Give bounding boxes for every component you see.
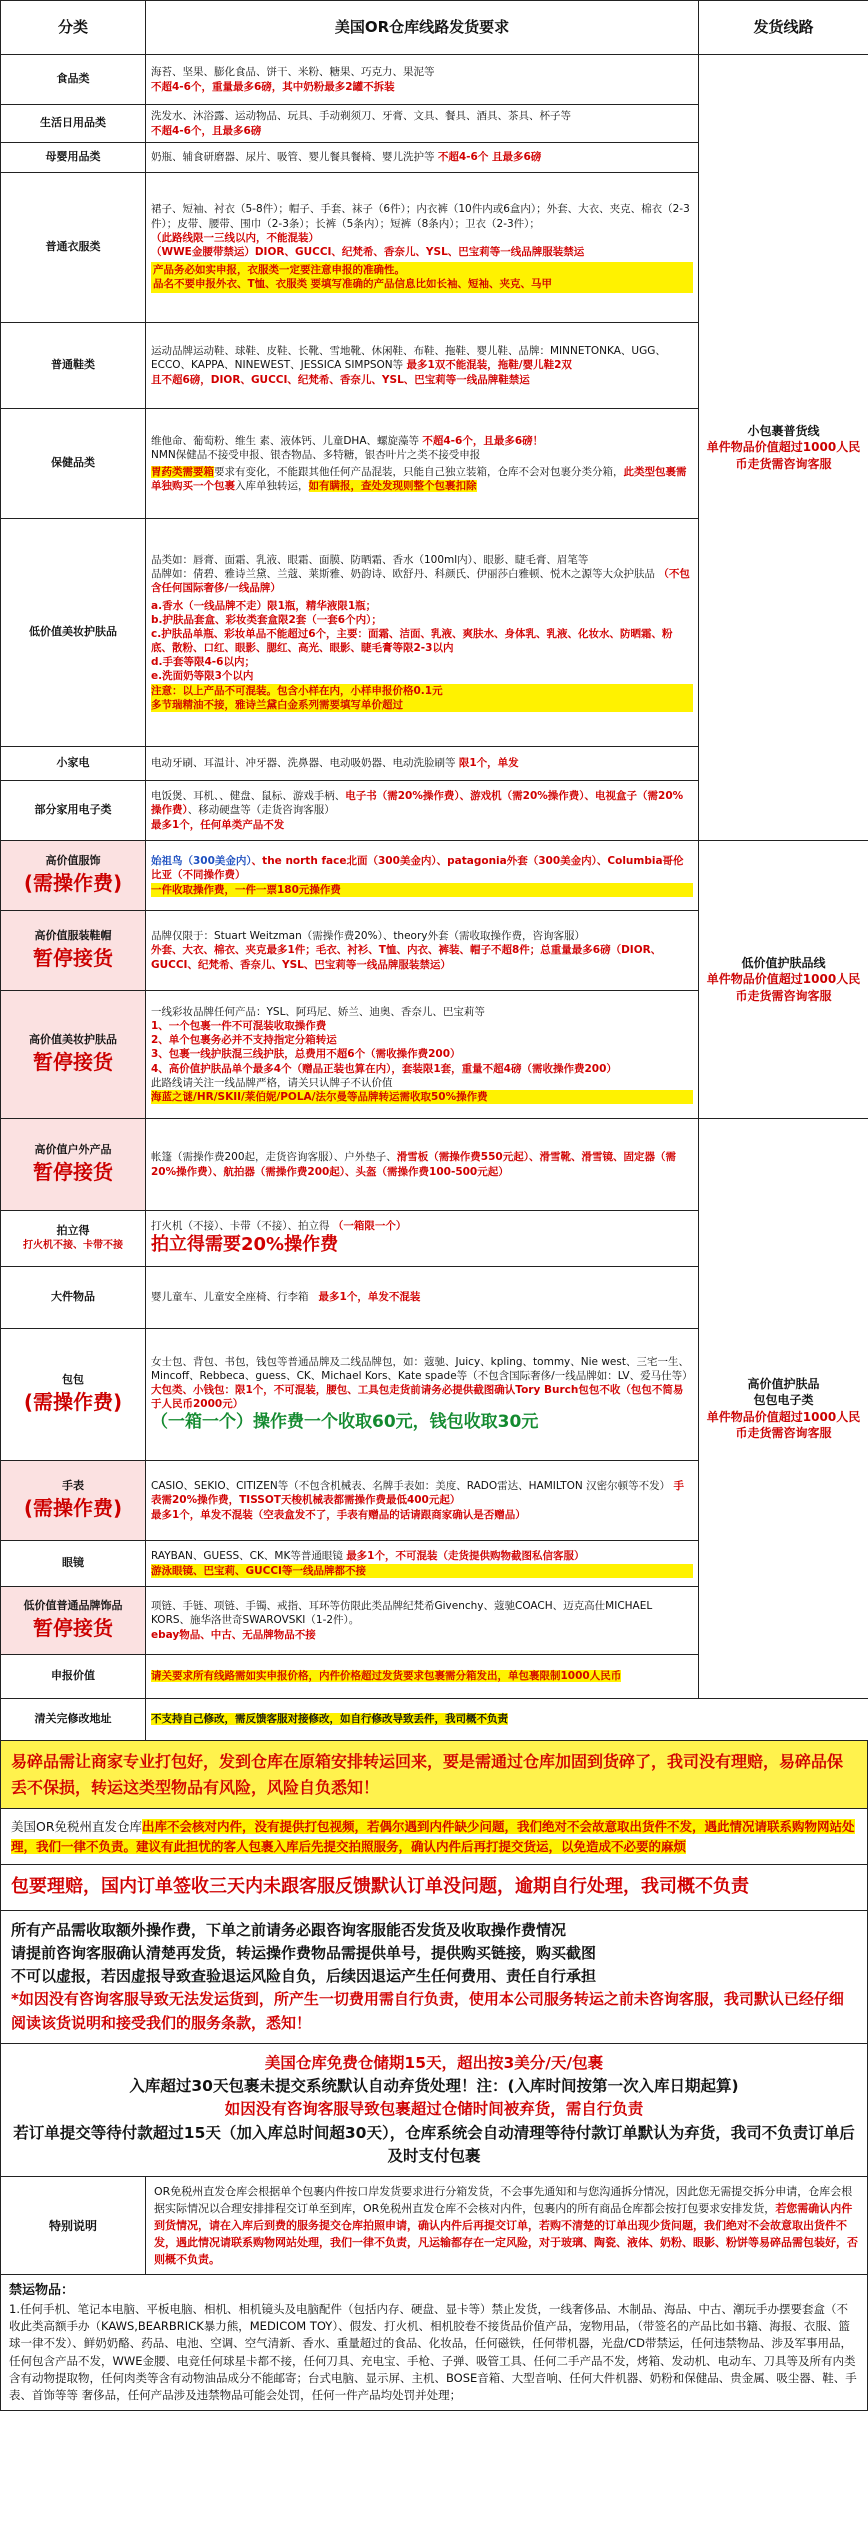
rule-2: 2、单个包裹务必并不支持指定分箱转运 [151,1034,337,1047]
requirement-hv-shoes [146,911,699,991]
requirement-hv-cosmetics [146,991,699,1119]
fragile-text-3: 易碎品保丢不保损，转运这类型物品有风险，风险自负悉知！ [11,1752,844,1797]
req-fees: 滑雪板（需操作费550元起）、滑雪靴、滑雪镜、固定器（需20%操作费）、航拍器（需操作费200起）、头盔（需操作费100-500元起） [151,1151,676,1178]
stomach-medicine-rule [151,465,693,493]
category-health: 保健品类 [1,409,146,519]
req-text: 裙子、短袖、衬衣（5-8件）；帽子、手套、袜子（6件）；内衣裤（10件内或6盒内）；外套、大衣、夹克、棉衣（2-3件）；皮带、腰带、围巾（2-3条）；长裤（5条内）；短裤（8条内）；卫衣（2-3件）； [151,203,690,230]
category-daily: 生活日用品类 [1,105,146,143]
category-status: (需操作费) [23,1496,123,1521]
fragile-text-1: 易碎品需让商家专业打包好，发到仓库在原箱安排转运回来，要是需通过仓库加固到货碎了， [11,1752,668,1771]
rule-4: 4、高价值护肤品单个最多4个（赠品正装也算在内），套装限1套，重量不超4磅（需收操作费200） [151,1062,617,1075]
req-limit: 最多1双不能混装，拖鞋/婴儿鞋2双 [406,359,572,372]
rule-text: 要求有变化，不能跟其他任何产品混装，只能自己独立装箱，仓库不会对包裹分类分箱， [214,466,624,478]
fragile-notice [0,1741,868,1809]
req-text: 电饭煲、耳机、、健盘、鼠标、游戏手柄、 [151,790,346,803]
requirement-shoes [146,323,699,409]
req-text: CASIO、SEKIO、CITIZEN等（不包含机械表、名牌手表如：美度、RADO雷达、HAMILTON 汉密尔顿等不发） [151,1480,671,1493]
req-limit: 不超4-6个，重量最多6磅，其中奶粉最多2罐不拆装 [151,80,395,93]
category-electronics: 部分家用电子类 [1,781,146,841]
category-clothes: 普通衣服类 [1,173,146,323]
route-title: 小包裹普货线 [747,424,820,439]
category-glasses: 眼镜 [1,1541,146,1587]
route-note: 单件物品价值超过1000人民币走货需咨询客服 [706,1409,861,1440]
category-label: 手表 [62,1478,84,1492]
table-row [1,1699,868,1741]
declare-note-1: 产品务必如实申报，衣服类一定要注意申报的准确性。 [153,264,405,277]
route-small-parcel [699,55,868,841]
route-note: 单件物品价值超过1000人民币走货需咨询客服 [706,972,861,1003]
storage-line-4: 若订单提交等待付款超过15天（加入库总时间超30天），仓库系统会自动清理等待付款订单默认为弃货，我司不负责订单后及时支付包裹 [13,2123,855,2165]
category-instant-camera [1,1211,146,1267]
forbidden-title: 禁运物品： [9,2283,75,2299]
category-food: 食品类 [1,55,146,105]
category-label: 拍立得 [56,1224,90,1238]
rule-a: a.香水（一线品牌不走）限1瓶，精华液限1瓶； [151,599,377,612]
category-hv-cosmetics [1,991,146,1119]
category-status: 暂停接货 [33,1160,113,1185]
category-cosmetics: 低价值美妆护肤品 [1,519,146,747]
req-banned: ebay物品、中古、无品牌物品不接 [151,1628,316,1641]
req-limit: 不超4-6个，且最多6磅！ [422,434,544,447]
category-hv-apparel [1,841,146,911]
rule-e: e.洗面奶等限3个以内 [151,670,254,683]
fee-line-1: 所有产品需收取额外操作费，下单之前请务必跟咨询客服能否发货及收取操作费情况 [11,1920,567,1939]
requirement-food [146,55,699,105]
req-disk: 、移动硬盘等（走货咨询客服） [187,804,335,817]
requirement-jewelry [146,1587,699,1655]
fee-line-4: *如因没有咨询客服导致无法发运货到，所产生一切费用需自行负责，使用本公司服务转运之前未咨询客服，我司默认已经仔细阅读该货说明和接受我们的服务条款，悉知！ [11,1990,844,2032]
requirement-instant-camera [146,1211,699,1267]
brand-patagonia: 、patagonia外套（300美金内）、Columbia哥伦比亚（不同操作费） [151,855,684,882]
req-text: 不支持自己修改，需反馈客服对接修改，如自行修改导致丢件，我司概不负责 [151,1713,508,1726]
category-status: 暂停接货 [33,1050,113,1075]
req-note: NMN保健品不接受申报、银杏物品、多特糖，银杏叶片之类不接受申报 [151,448,481,461]
note-1: 注意：以上产品不可混装。包含小样在内，小样申报价格0.1元 [151,684,693,698]
req-text: 婴儿童车、儿童安全座椅、行李箱 [151,1291,309,1304]
rule-highlight: 此类型包裹需单独购买一个包裹 [151,466,687,493]
category-label: 高价值服饰 [45,853,101,867]
declare-note-3: 要填写准确的产品信息比如长袖、短袖、夹克、马甲 [310,278,553,291]
warehouse-notice [0,1809,868,1865]
req-banned: （WWE金腰带禁运）DIOR、GUCCI、纪梵希、香奈儿、YSL、巴宝莉等一线品牌服装禁运 [151,246,585,258]
req-limit: （此路线限一三线以内，不能混装） [151,231,319,244]
rule-6: 海蓝之谜/HR/SKII/莱伯妮/POLA/法尔曼等品牌转运需收取50%操作费 [151,1090,693,1104]
req-text: 奶瓶、辅食研磨器、尿片、吸管、婴儿餐具餐椅、婴儿洗护等 [151,151,435,164]
req-limit: 最多1个，单发不混装（空表盒发不了，手表有赠品的话请跟商家确认是否赠品） [151,1508,526,1521]
requirement-health [146,409,699,519]
table-row [1,1119,868,1211]
fee-line-2: 请提前咨询客服确认清楚再发货，转运操作费物品需提供单号，提供购买链接，购买截图 [11,1943,597,1962]
req-limit: 不超4-6个 且最多6磅 [437,151,542,164]
requirement-hv-apparel [146,841,699,911]
route-title: 高价值护肤品 [747,1377,820,1392]
fee-note: 一件收取操作费，一件一票180元操作费 [151,883,693,897]
req-text: 请关要求所有线路需如实申报价格 [151,1670,309,1683]
requirement-large-items [146,1267,699,1329]
table-row [1,841,868,911]
req-limit: 最多1个，单发不混装 [318,1291,421,1304]
header-requirements: 美国OR仓库线路发货要求 [146,1,699,55]
category-large-items: 大件物品 [1,1267,146,1329]
declare-notice [151,262,693,292]
category-status: (需操作费) [23,1390,123,1415]
rule-title: 胃药类需要箱 [151,466,214,478]
req-text: 运动品牌运动鞋、球鞋、皮鞋、长靴、雪地靴、休闲鞋、布鞋、拖鞋、婴儿鞋、品牌：MINNETONKA、UGG、ECCO、KAPPA、NINEWEST、JESSICA SIMPSON等 [151,345,666,372]
category-watch [1,1461,146,1541]
special-text-red: 若您需确认内件到货情况，请在入库后到费的服务提交仓库拍照申请，确认内件后再提交订单，若购不清楚的订单出现少货问题，我们绝对不会故意取出货件不发，遇此情况请联系购物网站处理，我们一律不负责，凡运输都存在一定风险，对于玻璃、陶瓷、液体、奶粉、眼影、粉饼等易碎品需包装好，否则概不负责。 [154,2202,858,2267]
req-brands: 一线彩妆品牌任何产品：YSL、阿玛尼、娇兰、迪奥、香奈儿、巴宝莉等 [151,1005,485,1018]
req-brands: 品牌仅限于：Stuart Weitzman（需操作费20%）、theory外套（需收取操作费，咨询客服） [151,930,586,943]
category-label: 包包 [62,1372,84,1386]
rule-b: b.护肤品套盒、彩妆类套盒限2套（一套6个内）； [151,613,382,626]
category-note: 打火机不接、卡带不接 [23,1240,123,1252]
req-limit: 最多1个，不可混装（走货提供购物截图私信客服） [346,1550,585,1563]
req-ebook: 电子书（需20%操作费）、游戏机（需20%操作费）、 [345,790,596,803]
fee-line-3: 不可以虚报，若因虚报导致查验退运风险自负，后续因退运产生任何费用、责任自行承担 [11,1967,597,1986]
category-jewelry [1,1587,146,1655]
storage-notice [0,2044,868,2177]
req-fee: （一箱一个）操作费一个收取60元，钱包收取30元 [151,1412,539,1433]
req-banned: 且不超6磅，DIOR、GUCCI、纪梵希、香奈儿、YSL、巴宝莉等一线品牌鞋禁运 [151,373,530,386]
category-baby: 母婴用品类 [1,143,146,173]
req-limit: 不超4-6个，且最多6磅 [151,124,262,137]
requirement-watch [146,1461,699,1541]
req-limit: 外套、大衣、棉衣、夹克最多1件；毛衣、衬衫、T恤、内衣、裤装、帽子不超8件；总重量最多6磅（DIOR、GUCCI、纪梵希、香奈儿、YSL、巴宝莉等一线品牌服装禁运） [151,944,662,971]
warehouse-text: 出库不会核对内件，没有提供打包视频，若偶尔遇到内件缺少问题，我们绝对不会故意取出货件不发，遇此情况请联系购物网站处理，我们一律不负责。建议有此担忧的客人包裹入库后先提交拍照服务，确认内件后再打提交货运，以免造成不必要的麻烦 [11,1819,855,1854]
claim-notice: 包要理赔，国内订单签收三天内未跟客服反馈默认订单没问题，逾期自行处理，我司概不负责 [0,1865,868,1911]
category-label: 低价值普通品牌饰品 [23,1598,123,1612]
req-banned: 游泳眼镜、巴宝莉、GUCCI等一线品牌都不接 [151,1564,693,1578]
req-fee: 拍立得需要20%操作费 [151,1234,339,1256]
category-bags [1,1329,146,1461]
category-label: 高价值户外产品 [34,1142,112,1156]
rule-c: c.护肤品单瓶、彩妆单品不能超过6个，主要：面霜、洁面、乳液、爽肤水、身体乳、乳液、化妆水、防晒霜、粉底、散粉、口红、眼影、腮红、高光、眼影、睫毛膏等限2-3以内 [151,627,673,655]
storage-line-1: 美国仓库免费仓储期15天，超出按3美分/天/包裹 [264,2053,604,2072]
storage-line-3: 如因没有咨询客服导致包裹超过仓储时间被弃货，需自行负责 [224,2100,644,2119]
category-outdoor [1,1119,146,1211]
rule-5: 此路线请关注一线品牌严格，请关只认牌子不认价值 [151,1076,393,1089]
req-text: 海苔、坚果、膨化食品、饼干、米粉、糖果、巧克力、果泥等 [151,66,435,79]
req-exclude: （不包含任何国际奢侈/一线品牌） [151,568,690,595]
category-status: (需操作费) [23,871,123,896]
table-header [1,1,868,55]
requirement-bags [146,1329,699,1461]
fragile-text-2: 我司没有理赔， [667,1752,780,1771]
forbidden-text: 1.任何手机、笔记本电脑、平板电脑、相机、相机镜头及电脑配件（包括内存、硬盘、显卡等）禁止发货，一线奢侈品、木制品、海品、中古、潮玩手办摆要套盒（不收此类高额手办（KAWS,BEARBRICK暴力熊，MEDICOM TOY）、假发、打火机、相机胶卷不接货品价值产品，宠物用品，（带签名的产品比如书籍、海报、衣服、篮球一律不发）、鲜奶奶酪、药品、电池、空调、空气清新、香水、重量超过的食品、化妆品，任何磁铁，任何带机器，光盘/CD带禁运，任何违禁物品、涉及军事用品，任何包含产品不发，WWE金腰、电竞任何球星卡都不接，任何刀具、充电宝、手枪、子弹、吸管工具、任何二手产品不发，烤箱、发动机、电动车、刀具等及所有内类含有动物提取物，任何肉类等含有动物油品成分不能邮寄；台式电脑、显示屏、主机、BOSE音箱、大型音响、任何大件机器、奶粉和保健品、贵金属、吸尘器、鞋、手表、首饰等等 奢侈品，任何产品涉及违禁物品可能会处罚，任何一件产品均处罚并处理； [9,2301,857,2403]
header-route: 发货线路 [699,1,868,55]
req-limit: （一箱限一个） [332,1220,407,1233]
rule-transfer: 入库单独转运， [235,480,309,493]
req-text: 电动牙刷、耳温计、冲牙器、洗鼻器、电动吸奶器、电动洗脸刷等 [151,757,456,770]
req-text: 项链、手链、项链、手镯、戒指、耳环等仿限此类品牌纪梵希Givenchy、蔻驰COACH、迈克高仕MICHAEL KORS、施华洛世奇SWAROVSKI（1-2件）。 [151,1600,653,1627]
forbidden-items [0,2275,868,2411]
rule-d: d.手套等限4-6以内； [151,656,255,669]
special-label: 特别说明 [1,2177,146,2274]
req-text: 打火机（不接）、卡带（不接）、拍立得 [151,1220,330,1233]
route-title: 低价值护肤品线 [741,956,826,971]
category-declare-value: 申报价值 [1,1655,146,1699]
table-row [1,1655,868,1699]
declare-note-2: 品名不要申报外衣、T恤、衣服类 [153,278,308,291]
category-status: 暂停接货 [33,946,113,971]
req-limit: 限1个，单发 [458,757,519,770]
req-text: RAYBAN、GUESS、CK、MK等普通眼镜 [151,1550,343,1563]
category-hv-shoes [1,911,146,991]
req-text: 帐篷（需操作费200起，走货咨询客服）、户外垫子、 [151,1151,397,1164]
requirement-outdoor [146,1119,699,1211]
req-tissot: TISSOT天梭机械表都需操作费最低400元起） [239,1494,461,1507]
route-subtitle: 包包电子类 [753,1393,814,1408]
special-text: OR免税州直发仓库会根据单个包裹内件按口岸发货要求进行分箱发货，不会事先通知和与您沟通拆分情况，因此您无需提交拆分申请，仓库会根据实际情况以合理安排排程交订单至到库，OR免税州直发仓库不会核对内件，包裹内的所有商品仓库都会按打包要求安排发货， [154,2185,853,2216]
req-text: 维他命、葡萄粉、维生 素、液体钙、儿童DHA、螺旋藻等 [151,434,420,447]
rule-1: 1、一个包裹一件不可混装收取操作费 [151,1020,327,1033]
table-row [1,55,868,105]
requirement-declare-value [146,1655,868,1699]
storage-line-2: 入库超过30天包裹未提交系统默认自动弃货处理！注：(入库时间按第一次入库日期起算) [129,2077,739,2096]
req-brands: 品牌如：倩碧、雅诗兰黛、兰蔻、莱斯雅、奶韵诗、欧舒丹、科颜氏、伊丽莎白雅顿、悦木之源等大众护肤品 [151,568,655,581]
warehouse-name: 美国OR免税州直发仓库 [11,1819,143,1835]
category-shoes: 普通鞋类 [1,323,146,409]
route-high-value [699,1119,868,1699]
req-limit: ，内件价格超过发货要求包裹需分箱发出，单包裹限制1000人民币 [308,1670,622,1683]
requirement-electronics [146,781,699,841]
category-label: 高价值美妆护肤品 [29,1032,117,1046]
category-appliance: 小家电 [1,747,146,781]
category-change-address: 清关完修改地址 [1,1699,146,1741]
route-low-value-skincare [699,841,868,1119]
requirement-cosmetics [146,519,699,747]
requirement-daily [146,105,699,143]
rule-3: 3、包裹一线护肤混三线护肤，总费用不超6个（需收操作费200） [151,1048,461,1061]
special-notes [0,2177,868,2275]
category-status: 暂停接货 [33,1616,113,1641]
rule-penalty: 如有瞒报，查处发现则整个包裹扣除 [308,480,477,493]
requirement-clothes [146,173,699,323]
requirement-change-address [146,1699,868,1741]
req-limit: 最多1个，任何单类产品不发 [151,818,285,831]
operation-fee-notice [0,1911,868,2044]
note-2: 多节瑞精油不接，雅诗兰黛白金系列需要填写单价超过 [151,698,693,712]
requirement-appliance [146,747,699,781]
brand-tnf: 、the north face北面（300美金内） [251,855,437,868]
route-note: 单件物品价值超过1000人民币走货需咨询客服 [706,440,861,471]
req-fee: 手表需20%操作费， [151,1480,684,1507]
req-text: 女士包、背包、书包，钱包等普通品牌及二线品牌包，如：蔻驰、Juicy、kpling、tommy、Nie west、三宅一生、Mincoff、Rebbeca、guess、CK、Michael Kors、Kate spade等（不包含国际奢侈/一线品牌如：LV、爱马仕等） [151,1355,693,1382]
category-label: 高价值服装鞋帽 [34,928,112,942]
header-category: 分类 [1,1,146,55]
req-text: 洗发水、沐浴露、运动物品、玩具、手动剃须刀、牙膏、文具、餐具、酒具、茶具、杯子等 [151,110,571,123]
req-limit: 大包类、小钱包：限1个，不可混装，腰包、工具包走货前请务必提供截图确认Tory Burch包包不收（包包不简易于人民币2000元） [151,1384,684,1411]
requirement-glasses [146,1541,699,1587]
req-text: 品类如：唇膏、面霜、乳液、眼霜、面膜、防晒霜、香水（100ml内）、眼影、睫毛膏、眉笔等 [151,554,589,567]
req-tvbox: 电视盒子（需20%操作费） [151,790,684,817]
special-content [146,2177,867,2274]
requirement-baby [146,143,699,173]
brand-arcteryx: 始祖鸟（300美金内） [151,855,252,868]
